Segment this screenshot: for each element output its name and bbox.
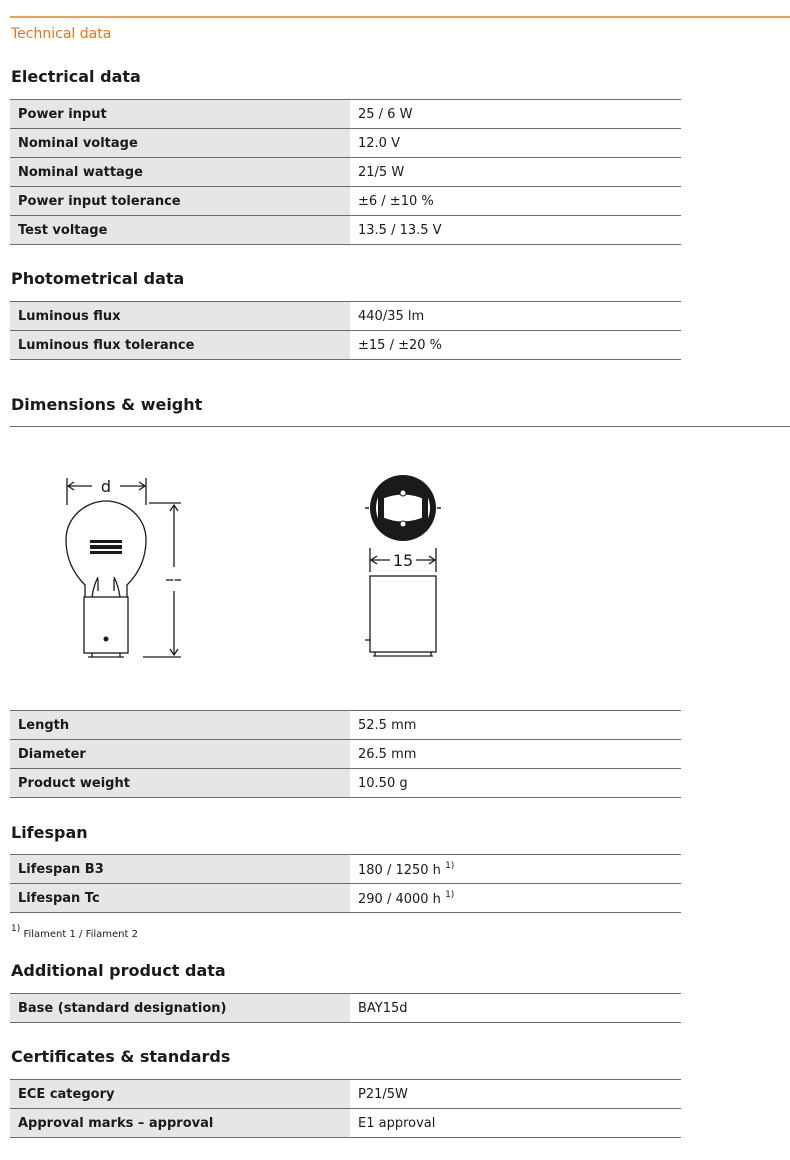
row-label: Luminous flux <box>10 302 350 331</box>
table-row <box>10 187 681 216</box>
row-value: 10.50 g <box>350 769 681 798</box>
certificates-data-table <box>10 1079 681 1138</box>
table-row <box>10 158 681 187</box>
row-value: E1 approval <box>350 1109 681 1138</box>
row-value: ±15 / ±20 % <box>350 331 681 360</box>
row-label: Approval marks – approval <box>10 1109 350 1138</box>
table-row <box>10 855 681 884</box>
row-value: 26.5 mm <box>350 740 681 769</box>
section-title-additional: Additional product data <box>11 961 226 980</box>
base-width-label: 15 <box>392 551 414 570</box>
length-symbol: l <box>172 574 176 590</box>
row-label: Nominal wattage <box>10 158 350 187</box>
table-row <box>10 331 681 360</box>
row-label: Product weight <box>10 769 350 798</box>
row-label: ECE category <box>10 1080 350 1109</box>
section-title-electrical: Electrical data <box>11 67 141 86</box>
photometrical-data-table <box>10 301 681 360</box>
row-label: Base (standard designation) <box>10 994 350 1023</box>
diameter-symbol: d <box>100 477 112 496</box>
table-row <box>10 100 681 129</box>
bulb-side-view <box>66 478 181 657</box>
row-label: Lifespan B3 <box>10 855 350 884</box>
row-value-text: 180 / 1250 h <box>358 862 441 878</box>
section-title-photometrical: Photometrical data <box>11 269 185 288</box>
row-value: 21/5 W <box>350 158 681 187</box>
footnote-marker: 1) <box>445 860 455 871</box>
row-value: P21/5W <box>350 1080 681 1109</box>
row-value: 440/35 lm <box>350 302 681 331</box>
row-label: Test voltage <box>10 216 350 245</box>
row-value <box>350 884 681 913</box>
row-label: Diameter <box>10 740 350 769</box>
row-value: 52.5 mm <box>350 711 681 740</box>
row-value-text: 290 / 4000 h <box>358 891 441 907</box>
row-label: Length <box>10 711 350 740</box>
lifespan-data-table <box>10 854 681 913</box>
row-value <box>350 855 681 884</box>
table-row <box>10 769 681 798</box>
section-title-lifespan: Lifespan <box>11 823 88 842</box>
filament-icon <box>90 540 122 642</box>
lifespan-footnote <box>11 924 138 940</box>
table-row <box>10 129 681 158</box>
footnote-mark: 1) <box>11 924 21 934</box>
table-row <box>10 994 681 1023</box>
footnote-marker: 1) <box>445 889 455 900</box>
row-label: Power input tolerance <box>10 187 350 216</box>
table-row <box>10 216 681 245</box>
row-label: Lifespan Tc <box>10 884 350 913</box>
bulb-dimension-drawing <box>0 427 790 710</box>
table-row <box>10 1109 681 1138</box>
table-row <box>10 884 681 913</box>
table-row <box>10 302 681 331</box>
row-value: 13.5 / 13.5 V <box>350 216 681 245</box>
table-row <box>10 740 681 769</box>
table-row <box>10 711 681 740</box>
row-value: 12.0 V <box>350 129 681 158</box>
row-label: Nominal voltage <box>10 129 350 158</box>
row-label: Luminous flux tolerance <box>10 331 350 360</box>
header-accent-line <box>10 16 790 18</box>
footnote-text: Filament 1 / Filament 2 <box>23 929 138 940</box>
row-value: BAY15d <box>350 994 681 1023</box>
section-title-dimensions: Dimensions & weight <box>11 395 203 414</box>
bulb-top-view <box>365 475 441 541</box>
row-label: Power input <box>10 100 350 129</box>
row-value: 25 / 6 W <box>350 100 681 129</box>
base-front-view <box>365 576 436 656</box>
section-title-certificates: Certificates & standards <box>11 1047 231 1066</box>
dimensions-data-table <box>10 710 681 798</box>
row-value: ±6 / ±10 % <box>350 187 681 216</box>
page-title: Technical data <box>11 26 112 42</box>
additional-data-table <box>10 993 681 1023</box>
electrical-data-table <box>10 99 681 245</box>
table-row <box>10 1080 681 1109</box>
